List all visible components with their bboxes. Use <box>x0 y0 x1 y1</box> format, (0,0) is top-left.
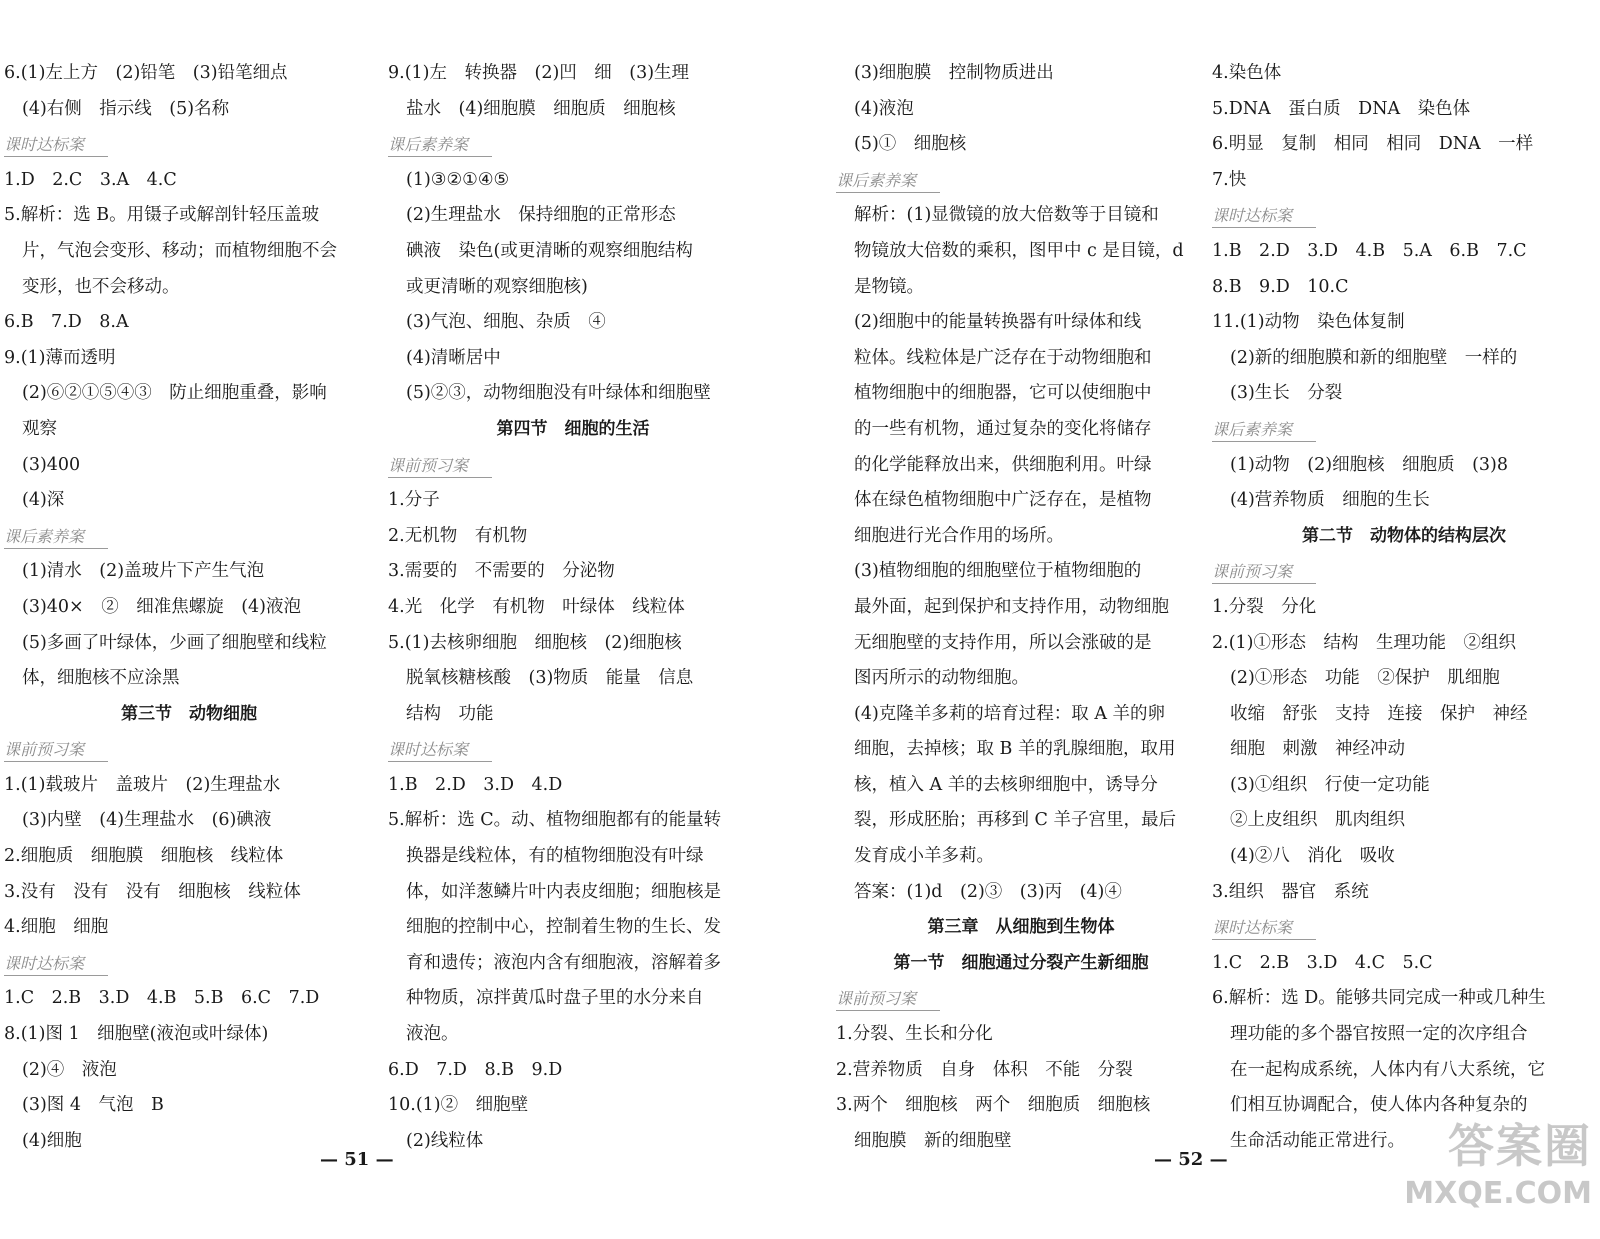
answer-line: (4)克隆羊多莉的培育过程：取 A 羊的卵 <box>854 703 1166 724</box>
section-label <box>388 127 758 163</box>
answer-line: 2.无机物 有机物 <box>388 525 528 546</box>
answer-line: (3)40× ② 细准焦螺旋 (4)液泡 <box>22 596 302 617</box>
answer-line: 3.没有 没有 没有 细胞核 线粒体 <box>4 881 301 902</box>
section-label <box>1212 910 1596 946</box>
answer-line: (2)①形态 功能 ②保护 肌细胞 <box>1230 668 1500 689</box>
answer-line: 解析：(1)显微镜的放大倍数等于目镜和 <box>854 205 1159 226</box>
answer-line: 1.分裂 分化 <box>1212 596 1317 617</box>
section-label <box>4 519 374 555</box>
section-label-text: 课前预习案 <box>1212 561 1316 584</box>
answer-line: 1.C 2.B 3.D 4.C 5.C <box>1212 952 1433 973</box>
section-label-text: 课后素养案 <box>388 134 492 157</box>
answer-line: 9.(1)左 转换器 (2)凹 细 (3)生理 <box>388 63 690 83</box>
column-2 <box>388 56 758 1159</box>
answer-line: 1.D 2.C 3.A 4.C <box>4 169 177 190</box>
answer-line: (4)②八 消化 吸收 <box>1230 846 1395 867</box>
answer-line: 6.D 7.D 8.B 9.D <box>388 1059 563 1080</box>
answer-line: (5)多画了叶绿体，少画了细胞壁和线粒 <box>22 632 327 653</box>
answer-line: (1)清水 (2)盖玻片下产生气泡 <box>22 561 265 582</box>
answer-line: 体，如洋葱鳞片叶内表皮细胞；细胞核是 <box>406 881 721 902</box>
answer-line: ②上皮组织 肌肉组织 <box>1230 810 1405 831</box>
answer-line: (2)新的细胞膜和新的细胞壁 一样的 <box>1230 347 1518 368</box>
answer-line: 体在绿色植物细胞中广泛存在，是植物 <box>854 490 1152 511</box>
answer-line: 6.解析：选 D。能够共同完成一种或几种生 <box>1212 988 1546 1009</box>
watermark-url: MXQE.COM <box>1404 1176 1592 1211</box>
answer-line: 7.快 <box>1212 169 1247 190</box>
answer-line: 8.(1)图 1 细胞壁(液泡或叶绿体) <box>4 1024 269 1045</box>
answer-line: 观察 <box>22 418 57 439</box>
answer-line: 3.组织 器官 系统 <box>1212 881 1369 902</box>
answer-line: 4.细胞 细胞 <box>4 917 109 938</box>
answer-line: 液泡。 <box>406 1024 459 1045</box>
answer-line: 体，细胞核不应涂黑 <box>22 668 180 689</box>
answer-line: 1.B 2.D 3.D 4.B 5.A 6.B 7.C <box>1212 240 1527 261</box>
section-label <box>1212 198 1596 234</box>
section-label-text: 课后素养案 <box>1212 419 1316 442</box>
answer-line: (2)细胞中的能量转换器有叶绿体和线 <box>854 312 1142 333</box>
section-label-text: 课前预习案 <box>836 988 940 1011</box>
section-label <box>388 448 758 484</box>
answer-line: 2.(1)①形态 结构 生理功能 ②组织 <box>1212 632 1516 653</box>
answer-line: (2)④ 液泡 <box>22 1059 117 1080</box>
answer-line: 片，气泡会变形、移动；而植物细胞不会 <box>22 240 337 261</box>
section-heading: 第四节 细胞的生活 <box>496 418 650 439</box>
answer-line: 生命活动能正常进行。 <box>1230 1130 1405 1151</box>
answer-line: 收缩 舒张 支持 连接 保护 神经 <box>1230 703 1528 724</box>
section-label <box>4 732 374 768</box>
answer-line: 9.(1)薄而透明 <box>4 347 116 368</box>
answer-line: 物镜放大倍数的乘积，图甲中 c 是目镜，d <box>854 240 1184 261</box>
answer-line: (4)右侧 指示线 (5)名称 <box>22 98 230 119</box>
section-label-text: 课后素养案 <box>836 170 940 193</box>
section-heading: 第二节 动物体的结构层次 <box>1302 525 1506 546</box>
answer-line: 变形，也不会移动。 <box>22 276 180 297</box>
section-label-text: 课后素养案 <box>4 526 108 549</box>
answer-line: 8.B 9.D 10.C <box>1212 276 1349 297</box>
answer-line: 换器是线粒体，有的植物细胞没有叶绿 <box>406 846 704 867</box>
answer-line: 2.营养物质 自身 体积 不能 分裂 <box>836 1059 1133 1080</box>
section-label-text: 课时达标案 <box>1212 205 1316 228</box>
section-heading: 第三章 从细胞到生物体 <box>927 917 1115 938</box>
answer-line: (3)植物细胞的细胞壁位于植物细胞的 <box>854 561 1142 582</box>
answer-line: 种物质，凉拌黄瓜时盘子里的水分来自 <box>406 988 704 1009</box>
section-label-text: 课时达标案 <box>4 134 108 157</box>
section-label-text: 课时达标案 <box>388 739 492 762</box>
answer-line: (3)细胞膜 控制物质进出 <box>854 63 1054 83</box>
watermark-title: 答案圈 <box>1448 1119 1592 1173</box>
answer-line: (4)细胞 <box>22 1130 82 1151</box>
section-label <box>1212 412 1596 448</box>
answer-line: 3.两个 细胞核 两个 细胞质 细胞核 <box>836 1095 1151 1116</box>
answer-line: (4)清晰居中 <box>406 347 501 368</box>
answer-line: 最外面，起到保护和支持作用，动物细胞 <box>854 596 1169 617</box>
answer-line: (1)③②①④⑤ <box>406 169 510 190</box>
section-label <box>4 127 374 163</box>
answer-line: 在一起构成系统，人体内有八大系统，它 <box>1230 1059 1545 1080</box>
page-number-left: — 51 — <box>320 1149 394 1170</box>
answer-line: 4.染色体 <box>1212 63 1282 83</box>
answer-line: 的一些有机物，通过复杂的变化将储存 <box>854 418 1152 439</box>
answer-line: 1.(1)载玻片 盖玻片 (2)生理盐水 <box>4 774 281 795</box>
section-label-text: 课前预习案 <box>388 455 492 478</box>
answer-line: 6.(1)左上方 (2)铅笔 (3)铅笔细点 <box>4 63 288 83</box>
answer-line: (2)生理盐水 保持细胞的正常形态 <box>406 205 676 226</box>
answer-line: 6.明显 复制 相同 相同 DNA 一样 <box>1212 134 1534 155</box>
answer-line: 细胞，去掉核；取 B 羊的乳腺细胞，取用 <box>854 739 1176 760</box>
answer-line: (3)400 <box>22 454 81 475</box>
answer-line: 的化学能释放出来，供细胞利用。叶绿 <box>854 454 1152 475</box>
answer-line: 5.解析：选 B。用镊子或解剖针轻压盖玻 <box>4 205 320 226</box>
answer-line: (4)深 <box>22 490 65 511</box>
answer-line: 裂，形成胚胎；再移到 C 羊子宫里，最后 <box>854 810 1177 831</box>
column-3 <box>836 56 1206 1159</box>
answer-line: 图丙所示的动物细胞。 <box>854 668 1029 689</box>
answer-line: 发育成小羊多莉。 <box>854 846 994 867</box>
answer-line: 2.细胞质 细胞膜 细胞核 线粒体 <box>4 846 284 867</box>
answer-line: 是物镜。 <box>854 276 924 297</box>
answer-line: (3)生长 分裂 <box>1230 383 1343 404</box>
section-label-text: 课时达标案 <box>4 953 108 976</box>
section-heading: 第三节 动物细胞 <box>121 703 257 724</box>
column-4 <box>1212 56 1596 1159</box>
section-label-text: 课时达标案 <box>1212 917 1316 940</box>
answer-line: 1.C 2.B 3.D 4.B 5.B 6.C 7.D <box>4 988 320 1009</box>
section-label <box>836 981 1206 1017</box>
answer-line: 6.B 7.D 8.A <box>4 312 129 333</box>
answer-line: (3)气泡、细胞、杂质 ④ <box>406 312 606 333</box>
answer-line: 10.(1)② 细胞壁 <box>388 1095 529 1116</box>
answer-line: (3)①组织 行使一定功能 <box>1230 774 1430 795</box>
column-1 <box>4 56 374 1159</box>
section-label <box>4 946 374 982</box>
answer-line: (4)液泡 <box>854 98 914 119</box>
watermark-logo <box>1396 1118 1592 1230</box>
answer-line: (5)① 细胞核 <box>854 134 967 155</box>
answer-line: (2)⑥②①⑤④③ 防止细胞重叠，影响 <box>22 383 327 404</box>
answer-line: 粒体。线粒体是广泛存在于动物细胞和 <box>854 347 1152 368</box>
answer-line: (5)②③，动物细胞没有叶绿体和细胞壁 <box>406 383 711 404</box>
answer-line: 育和遗传；液泡内含有细胞液，溶解着多 <box>406 952 721 973</box>
answer-line: 4.光 化学 有机物 叶绿体 线粒体 <box>388 596 685 617</box>
page-number-right: — 52 — <box>1154 1149 1228 1170</box>
answer-line: 5.(1)去核卵细胞 细胞核 (2)细胞核 <box>388 632 682 653</box>
answer-line: 3.需要的 不需要的 分泌物 <box>388 561 615 582</box>
answer-line: 细胞进行光合作用的场所。 <box>854 525 1064 546</box>
answer-line: 细胞 刺激 神经冲动 <box>1230 739 1405 760</box>
answer-line: 脱氧核糖核酸 (3)物质 能量 信息 <box>406 668 694 689</box>
section-label <box>1212 554 1596 590</box>
answer-line: (3)图 4 气泡 B <box>22 1095 164 1116</box>
section-heading: 第一节 细胞通过分裂产生新细胞 <box>893 952 1149 973</box>
answer-line: 1.B 2.D 3.D 4.D <box>388 774 563 795</box>
answer-line: 11.(1)动物 染色体复制 <box>1212 312 1405 333</box>
answer-line: 1.分裂、生长和分化 <box>836 1024 993 1045</box>
answer-line: 核，植入 A 羊的去核卵细胞中，诱导分 <box>854 774 1158 795</box>
answer-line: (2)线粒体 <box>406 1130 484 1151</box>
answer-line: 碘液 染色(或更清晰的观察细胞结构 <box>406 240 693 261</box>
answer-line: 无细胞壁的支持作用，所以会涨破的是 <box>854 632 1152 653</box>
answer-line: 们相互协调配合，使人体内各种复杂的 <box>1230 1095 1528 1116</box>
answer-line: 1.分子 <box>388 490 440 511</box>
answer-line: 理功能的多个器官按照一定的次序组合 <box>1230 1024 1528 1045</box>
answer-line: (4)营养物质 细胞的生长 <box>1230 490 1430 511</box>
answer-line: 或更清晰的观察细胞核) <box>406 276 588 297</box>
section-label <box>388 732 758 768</box>
answer-line: (1)动物 (2)细胞核 细胞质 (3)8 <box>1230 454 1508 475</box>
answer-line: 5.DNA 蛋白质 DNA 染色体 <box>1212 98 1471 119</box>
answer-line: 5.解析：选 C。动、植物细胞都有的能量转 <box>388 810 722 831</box>
answer-line: 结构 功能 <box>406 703 494 724</box>
answer-line: 答案：(1)d (2)③ (3)丙 (4)④ <box>854 881 1122 902</box>
answer-line: 细胞膜 新的细胞壁 <box>854 1130 1012 1151</box>
answer-line: 盐水 (4)细胞膜 细胞质 细胞核 <box>406 98 676 119</box>
section-label-text: 课前预习案 <box>4 739 108 762</box>
answer-line: 细胞的控制中心，控制着生物的生长、发 <box>406 917 721 938</box>
section-label <box>836 163 1206 199</box>
answer-line: 植物细胞中的细胞器，它可以使细胞中 <box>854 383 1152 404</box>
answer-line: (3)内壁 (4)生理盐水 (6)碘液 <box>22 810 272 831</box>
